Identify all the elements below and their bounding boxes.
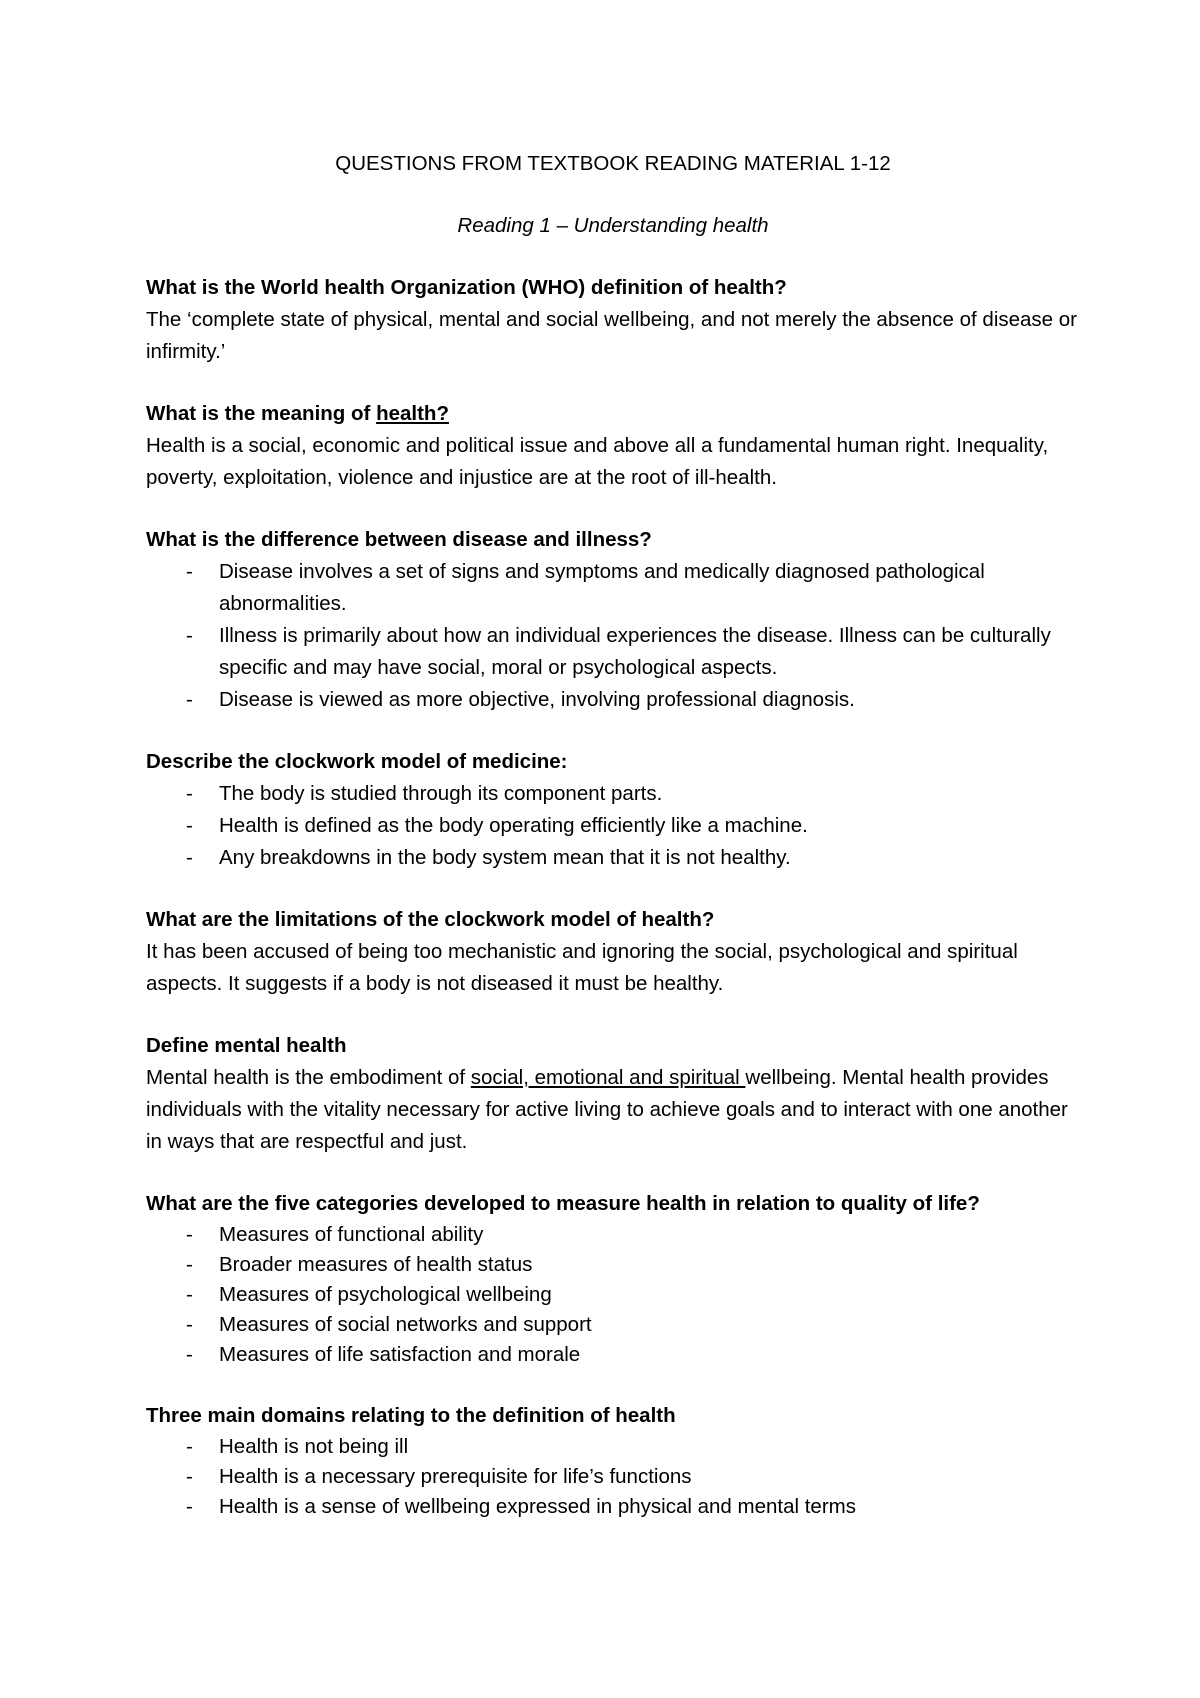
dash-bullet: - [186,1253,193,1276]
list-item-text: Measures of social networks and support [219,1313,592,1336]
dash-bullet: - [186,1313,193,1336]
document-subtitle: Reading 1 – Understanding health [457,214,769,237]
list-item-text: Any breakdowns in the body system mean that it is not healthy. [219,846,791,869]
section-mental-health [146,1030,1080,1158]
dash-bullet: - [186,1343,193,1366]
section-meaning-of-health [146,398,1080,494]
list-item [146,1220,1080,1250]
list-item [146,1492,1080,1522]
list-item [146,842,1080,874]
list-item-text: Measures of life satisfaction and morale [219,1343,581,1366]
list-item [146,620,1080,684]
dash-bullet: - [186,1283,193,1306]
question-heading: Describe the clockwork model of medicine: [146,750,568,773]
list-item-text: Health is defined as the body operating efficiently like a machine. [219,814,808,837]
underlined-text: health? [376,402,449,425]
list-item-text: Illness is primarily about how an individual experiences the disease. Illness can be culturally specific and may have social, moral or psychological aspects. [219,624,1051,679]
question-heading: What is the difference between disease and illness? [146,528,652,551]
answer-text: Health is a social, economic and political issue and above all a fundamental human right. Inequality, poverty, exploitation, violence and injustice are at the root of ill-health. [146,434,1049,489]
bullet-list [146,556,1080,716]
list-item [146,1250,1080,1280]
list-item [146,1462,1080,1492]
document-title: QUESTIONS FROM TEXTBOOK READING MATERIAL 1-12 [335,152,891,175]
answer-text [146,1062,1080,1158]
answer-suffix: wellbeing. Mental health provides individuals with the vitality necessary for active living to achieve goals and to interact with one another in ways that are respectful and just. [146,1066,1068,1153]
dash-bullet: - [186,1223,193,1246]
question-heading: What are the limitations of the clockwork model of health? [146,908,715,931]
list-item-text: Measures of psychological wellbeing [219,1283,552,1306]
bullet-list [146,1432,1080,1522]
section-clockwork-limitations [146,904,1080,1000]
question-heading: Define mental health [146,1034,347,1057]
list-item [146,1280,1080,1310]
question-heading [146,398,1080,430]
answer-prefix: Mental health is the embodiment of [146,1066,471,1089]
list-item [146,556,1080,620]
list-item [146,1310,1080,1340]
list-item-text: Measures of functional ability [219,1223,484,1246]
question-heading: Three main domains relating to the definition of health [146,1404,676,1427]
dash-bullet: - [186,1435,193,1458]
question-heading: What are the five categories developed to measure health in relation to quality of life? [146,1192,980,1215]
bullet-list [146,1220,1080,1370]
list-item [146,810,1080,842]
dash-bullet: - [186,624,193,647]
section-clockwork-model [146,746,1080,874]
list-item-text: Health is a sense of wellbeing expressed in physical and mental terms [219,1495,856,1518]
bullet-list [146,778,1080,874]
dash-bullet: - [186,814,193,837]
list-item-text: Disease is viewed as more objective, involving professional diagnosis. [219,688,855,711]
list-item-text: Broader measures of health status [219,1253,533,1276]
question-heading: What is the World health Organization (WHO) definition of health? [146,276,787,299]
section-disease-vs-illness [146,524,1080,716]
answer-text: It has been accused of being too mechanistic and ignoring the social, psychological and spiritual aspects. It suggests if a body is not diseased it must be healthy. [146,940,1018,995]
list-item-text: Health is not being ill [219,1435,409,1458]
section-who-definition [146,272,1080,368]
list-item [146,684,1080,716]
dash-bullet: - [186,782,193,805]
dash-bullet: - [186,1495,193,1518]
list-item [146,778,1080,810]
list-item-text: The body is studied through its component parts. [219,782,663,805]
question-text: What is the meaning of [146,402,377,425]
dash-bullet: - [186,688,193,711]
list-item [146,1432,1080,1462]
answer-text: The ‘complete state of physical, mental and social wellbeing, and not merely the absence of disease or infirmity.’ [146,308,1077,363]
underlined-text: social, emotional and spiritual [470,1066,746,1089]
section-quality-of-life-categories [146,1188,1080,1370]
list-item [146,1340,1080,1370]
dash-bullet: - [186,560,193,583]
dash-bullet: - [186,1465,193,1488]
list-item-text: Disease involves a set of signs and symptoms and medically diagnosed pathological abnormalities. [219,560,985,615]
dash-bullet: - [186,846,193,869]
list-item-text: Health is a necessary prerequisite for life’s functions [219,1465,692,1488]
section-three-domains [146,1400,1080,1522]
